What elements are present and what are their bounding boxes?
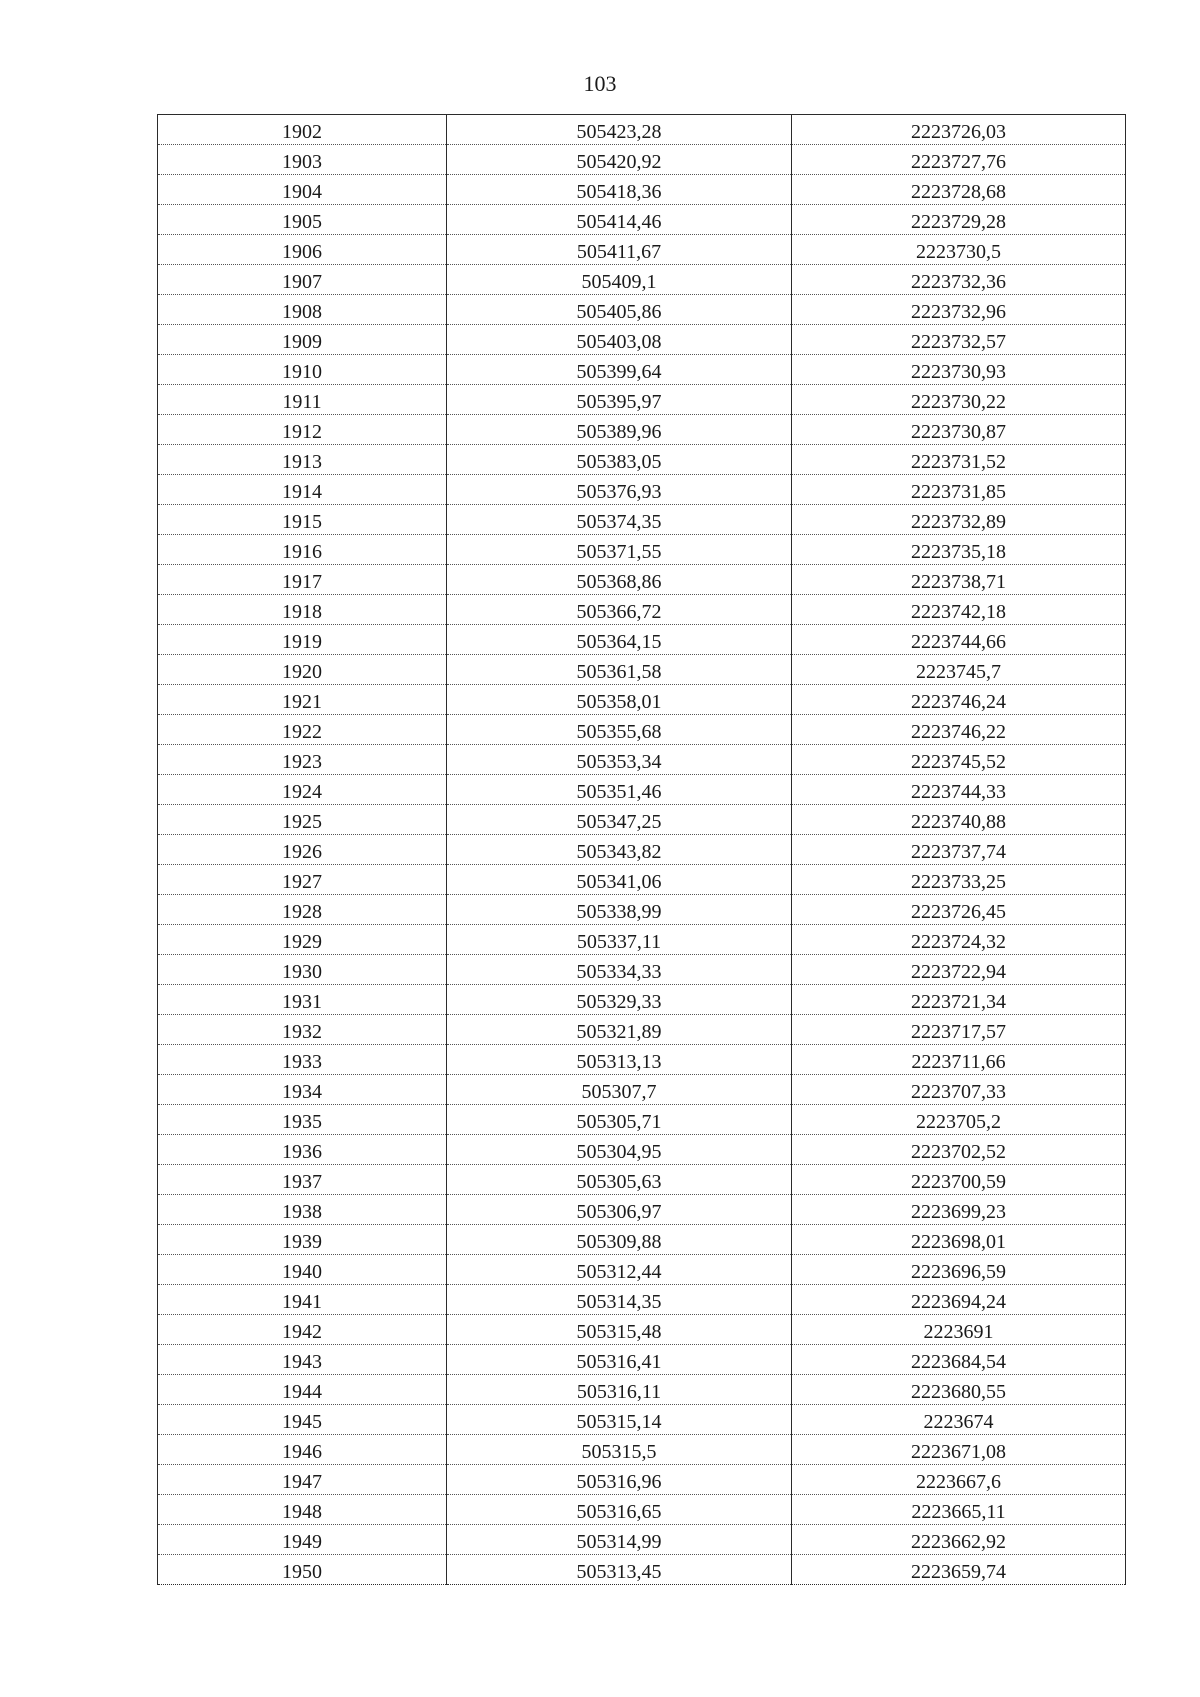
x-coordinate-cell: 505313,45	[447, 1555, 792, 1585]
table-row	[158, 535, 1126, 565]
table-row	[158, 1225, 1126, 1255]
x-coordinate-cell: 505358,01	[447, 685, 792, 715]
x-coordinate-cell: 505329,33	[447, 985, 792, 1015]
x-coordinate-cell: 505343,82	[447, 835, 792, 865]
y-coordinate-cell: 2223730,22	[792, 385, 1126, 415]
point-number-cell: 1945	[158, 1405, 447, 1435]
table-row	[158, 1345, 1126, 1375]
table-row	[158, 895, 1126, 925]
table-row	[158, 625, 1126, 655]
table-row	[158, 715, 1126, 745]
x-coordinate-cell: 505374,35	[447, 505, 792, 535]
x-coordinate-cell: 505405,86	[447, 295, 792, 325]
x-coordinate-cell: 505371,55	[447, 535, 792, 565]
table-row	[158, 745, 1126, 775]
point-number-cell: 1950	[158, 1555, 447, 1585]
point-number-cell: 1928	[158, 895, 447, 925]
x-coordinate-cell: 505334,33	[447, 955, 792, 985]
table-row	[158, 1435, 1126, 1465]
y-coordinate-cell: 2223746,24	[792, 685, 1126, 715]
point-number-cell: 1932	[158, 1015, 447, 1045]
x-coordinate-cell: 505305,63	[447, 1165, 792, 1195]
table-row	[158, 385, 1126, 415]
point-number-cell: 1937	[158, 1165, 447, 1195]
page-number: 103	[583, 71, 617, 96]
x-coordinate-cell: 505403,08	[447, 325, 792, 355]
y-coordinate-cell: 2223731,85	[792, 475, 1126, 505]
x-coordinate-cell: 505316,65	[447, 1495, 792, 1525]
table-row	[158, 355, 1126, 385]
table-row	[158, 1045, 1126, 1075]
table-row	[158, 475, 1126, 505]
table-row	[158, 1465, 1126, 1495]
x-coordinate-cell: 505316,96	[447, 1465, 792, 1495]
table-row	[158, 235, 1126, 265]
point-number-cell: 1918	[158, 595, 447, 625]
x-coordinate-cell: 505312,44	[447, 1255, 792, 1285]
point-number-cell: 1912	[158, 415, 447, 445]
table-row	[158, 1195, 1126, 1225]
x-coordinate-cell: 505315,5	[447, 1435, 792, 1465]
point-number-cell: 1938	[158, 1195, 447, 1225]
table-row	[158, 325, 1126, 355]
y-coordinate-cell: 2223722,94	[792, 955, 1126, 985]
x-coordinate-cell: 505315,48	[447, 1315, 792, 1345]
x-coordinate-cell: 505383,05	[447, 445, 792, 475]
point-number-cell: 1924	[158, 775, 447, 805]
y-coordinate-cell: 2223733,25	[792, 865, 1126, 895]
x-coordinate-cell: 505351,46	[447, 775, 792, 805]
table-row	[158, 1075, 1126, 1105]
point-number-cell: 1944	[158, 1375, 447, 1405]
table-row	[158, 445, 1126, 475]
x-coordinate-cell: 505395,97	[447, 385, 792, 415]
y-coordinate-cell: 2223726,45	[792, 895, 1126, 925]
y-coordinate-cell: 2223707,33	[792, 1075, 1126, 1105]
x-coordinate-cell: 505314,35	[447, 1285, 792, 1315]
y-coordinate-cell: 2223744,66	[792, 625, 1126, 655]
y-coordinate-cell: 2223732,96	[792, 295, 1126, 325]
y-coordinate-cell: 2223737,74	[792, 835, 1126, 865]
x-coordinate-cell: 505307,7	[447, 1075, 792, 1105]
x-coordinate-cell: 505309,88	[447, 1225, 792, 1255]
x-coordinate-cell: 505347,25	[447, 805, 792, 835]
x-coordinate-cell: 505337,11	[447, 925, 792, 955]
table-row	[158, 1015, 1126, 1045]
table-row	[158, 1105, 1126, 1135]
coordinates-table	[157, 114, 1126, 1585]
table-row	[158, 1165, 1126, 1195]
table-row	[158, 775, 1126, 805]
point-number-cell: 1940	[158, 1255, 447, 1285]
x-coordinate-cell: 505315,14	[447, 1405, 792, 1435]
y-coordinate-cell: 2223740,88	[792, 805, 1126, 835]
x-coordinate-cell: 505364,15	[447, 625, 792, 655]
point-number-cell: 1911	[158, 385, 447, 415]
point-number-cell: 1946	[158, 1435, 447, 1465]
table-row	[158, 685, 1126, 715]
y-coordinate-cell: 2223711,66	[792, 1045, 1126, 1075]
point-number-cell: 1916	[158, 535, 447, 565]
x-coordinate-cell: 505366,72	[447, 595, 792, 625]
y-coordinate-cell: 2223674	[792, 1405, 1126, 1435]
y-coordinate-cell: 2223665,11	[792, 1495, 1126, 1525]
y-coordinate-cell: 2223730,5	[792, 235, 1126, 265]
y-coordinate-cell: 2223745,7	[792, 655, 1126, 685]
x-coordinate-cell: 505409,1	[447, 265, 792, 295]
y-coordinate-cell: 2223727,76	[792, 145, 1126, 175]
y-coordinate-cell: 2223744,33	[792, 775, 1126, 805]
y-coordinate-cell: 2223667,6	[792, 1465, 1126, 1495]
point-number-cell: 1904	[158, 175, 447, 205]
point-number-cell: 1941	[158, 1285, 447, 1315]
x-coordinate-cell: 505389,96	[447, 415, 792, 445]
x-coordinate-cell: 505321,89	[447, 1015, 792, 1045]
x-coordinate-cell: 505411,67	[447, 235, 792, 265]
x-coordinate-cell: 505420,92	[447, 145, 792, 175]
point-number-cell: 1927	[158, 865, 447, 895]
y-coordinate-cell: 2223732,36	[792, 265, 1126, 295]
table-row	[158, 925, 1126, 955]
table-row	[158, 1555, 1126, 1585]
y-coordinate-cell: 2223671,08	[792, 1435, 1126, 1465]
table-row	[158, 205, 1126, 235]
y-coordinate-cell: 2223691	[792, 1315, 1126, 1345]
y-coordinate-cell: 2223684,54	[792, 1345, 1126, 1375]
table-row	[158, 505, 1126, 535]
point-number-cell: 1906	[158, 235, 447, 265]
point-number-cell: 1921	[158, 685, 447, 715]
x-coordinate-cell: 505399,64	[447, 355, 792, 385]
table-row	[158, 865, 1126, 895]
point-number-cell: 1909	[158, 325, 447, 355]
point-number-cell: 1949	[158, 1525, 447, 1555]
x-coordinate-cell: 505355,68	[447, 715, 792, 745]
x-coordinate-cell: 505341,06	[447, 865, 792, 895]
y-coordinate-cell: 2223705,2	[792, 1105, 1126, 1135]
coordinates-table-body	[158, 115, 1126, 1585]
y-coordinate-cell: 2223745,52	[792, 745, 1126, 775]
point-number-cell: 1926	[158, 835, 447, 865]
x-coordinate-cell: 505353,34	[447, 745, 792, 775]
point-number-cell: 1915	[158, 505, 447, 535]
table-row	[158, 1315, 1126, 1345]
point-number-cell: 1902	[158, 115, 447, 145]
y-coordinate-cell: 2223732,89	[792, 505, 1126, 535]
point-number-cell: 1913	[158, 445, 447, 475]
y-coordinate-cell: 2223746,22	[792, 715, 1126, 745]
point-number-cell: 1908	[158, 295, 447, 325]
x-coordinate-cell: 505368,86	[447, 565, 792, 595]
table-row	[158, 1135, 1126, 1165]
point-number-cell: 1917	[158, 565, 447, 595]
table-row	[158, 835, 1126, 865]
point-number-cell: 1947	[158, 1465, 447, 1495]
point-number-cell: 1935	[158, 1105, 447, 1135]
y-coordinate-cell: 2223742,18	[792, 595, 1126, 625]
table-row	[158, 1495, 1126, 1525]
table-row	[158, 595, 1126, 625]
table-row	[158, 985, 1126, 1015]
y-coordinate-cell: 2223738,71	[792, 565, 1126, 595]
point-number-cell: 1903	[158, 145, 447, 175]
x-coordinate-cell: 505304,95	[447, 1135, 792, 1165]
y-coordinate-cell: 2223721,34	[792, 985, 1126, 1015]
y-coordinate-cell: 2223659,74	[792, 1555, 1126, 1585]
point-number-cell: 1914	[158, 475, 447, 505]
point-number-cell: 1922	[158, 715, 447, 745]
y-coordinate-cell: 2223702,52	[792, 1135, 1126, 1165]
y-coordinate-cell: 2223726,03	[792, 115, 1126, 145]
y-coordinate-cell: 2223717,57	[792, 1015, 1126, 1045]
point-number-cell: 1936	[158, 1135, 447, 1165]
point-number-cell: 1907	[158, 265, 447, 295]
table-row	[158, 1255, 1126, 1285]
y-coordinate-cell: 2223730,87	[792, 415, 1126, 445]
table-row	[158, 175, 1126, 205]
point-number-cell: 1929	[158, 925, 447, 955]
point-number-cell: 1910	[158, 355, 447, 385]
y-coordinate-cell: 2223730,93	[792, 355, 1126, 385]
y-coordinate-cell: 2223724,32	[792, 925, 1126, 955]
x-coordinate-cell: 505418,36	[447, 175, 792, 205]
point-number-cell: 1934	[158, 1075, 447, 1105]
point-number-cell: 1920	[158, 655, 447, 685]
table-row	[158, 295, 1126, 325]
point-number-cell: 1933	[158, 1045, 447, 1075]
table-row	[158, 565, 1126, 595]
x-coordinate-cell: 505338,99	[447, 895, 792, 925]
x-coordinate-cell: 505361,58	[447, 655, 792, 685]
point-number-cell: 1923	[158, 745, 447, 775]
table-row	[158, 1375, 1126, 1405]
y-coordinate-cell: 2223728,68	[792, 175, 1126, 205]
table-row	[158, 655, 1126, 685]
y-coordinate-cell: 2223731,52	[792, 445, 1126, 475]
table-row	[158, 265, 1126, 295]
x-coordinate-cell: 505313,13	[447, 1045, 792, 1075]
point-number-cell: 1930	[158, 955, 447, 985]
x-coordinate-cell: 505423,28	[447, 115, 792, 145]
y-coordinate-cell: 2223698,01	[792, 1225, 1126, 1255]
table-row	[158, 145, 1126, 175]
x-coordinate-cell: 505316,11	[447, 1375, 792, 1405]
table-row	[158, 805, 1126, 835]
y-coordinate-cell: 2223699,23	[792, 1195, 1126, 1225]
x-coordinate-cell: 505305,71	[447, 1105, 792, 1135]
point-number-cell: 1939	[158, 1225, 447, 1255]
y-coordinate-cell: 2223694,24	[792, 1285, 1126, 1315]
table-row	[158, 1405, 1126, 1435]
x-coordinate-cell: 505306,97	[447, 1195, 792, 1225]
x-coordinate-cell: 505414,46	[447, 205, 792, 235]
table-row	[158, 955, 1126, 985]
table-row	[158, 1285, 1126, 1315]
y-coordinate-cell: 2223729,28	[792, 205, 1126, 235]
table-row	[158, 415, 1126, 445]
point-number-cell: 1948	[158, 1495, 447, 1525]
table-row	[158, 115, 1126, 145]
y-coordinate-cell: 2223735,18	[792, 535, 1126, 565]
y-coordinate-cell: 2223732,57	[792, 325, 1126, 355]
point-number-cell: 1942	[158, 1315, 447, 1345]
y-coordinate-cell: 2223662,92	[792, 1525, 1126, 1555]
point-number-cell: 1931	[158, 985, 447, 1015]
point-number-cell: 1925	[158, 805, 447, 835]
y-coordinate-cell: 2223696,59	[792, 1255, 1126, 1285]
y-coordinate-cell: 2223700,59	[792, 1165, 1126, 1195]
point-number-cell: 1905	[158, 205, 447, 235]
x-coordinate-cell: 505316,41	[447, 1345, 792, 1375]
x-coordinate-cell: 505314,99	[447, 1525, 792, 1555]
y-coordinate-cell: 2223680,55	[792, 1375, 1126, 1405]
table-row	[158, 1525, 1126, 1555]
point-number-cell: 1919	[158, 625, 447, 655]
point-number-cell: 1943	[158, 1345, 447, 1375]
x-coordinate-cell: 505376,93	[447, 475, 792, 505]
